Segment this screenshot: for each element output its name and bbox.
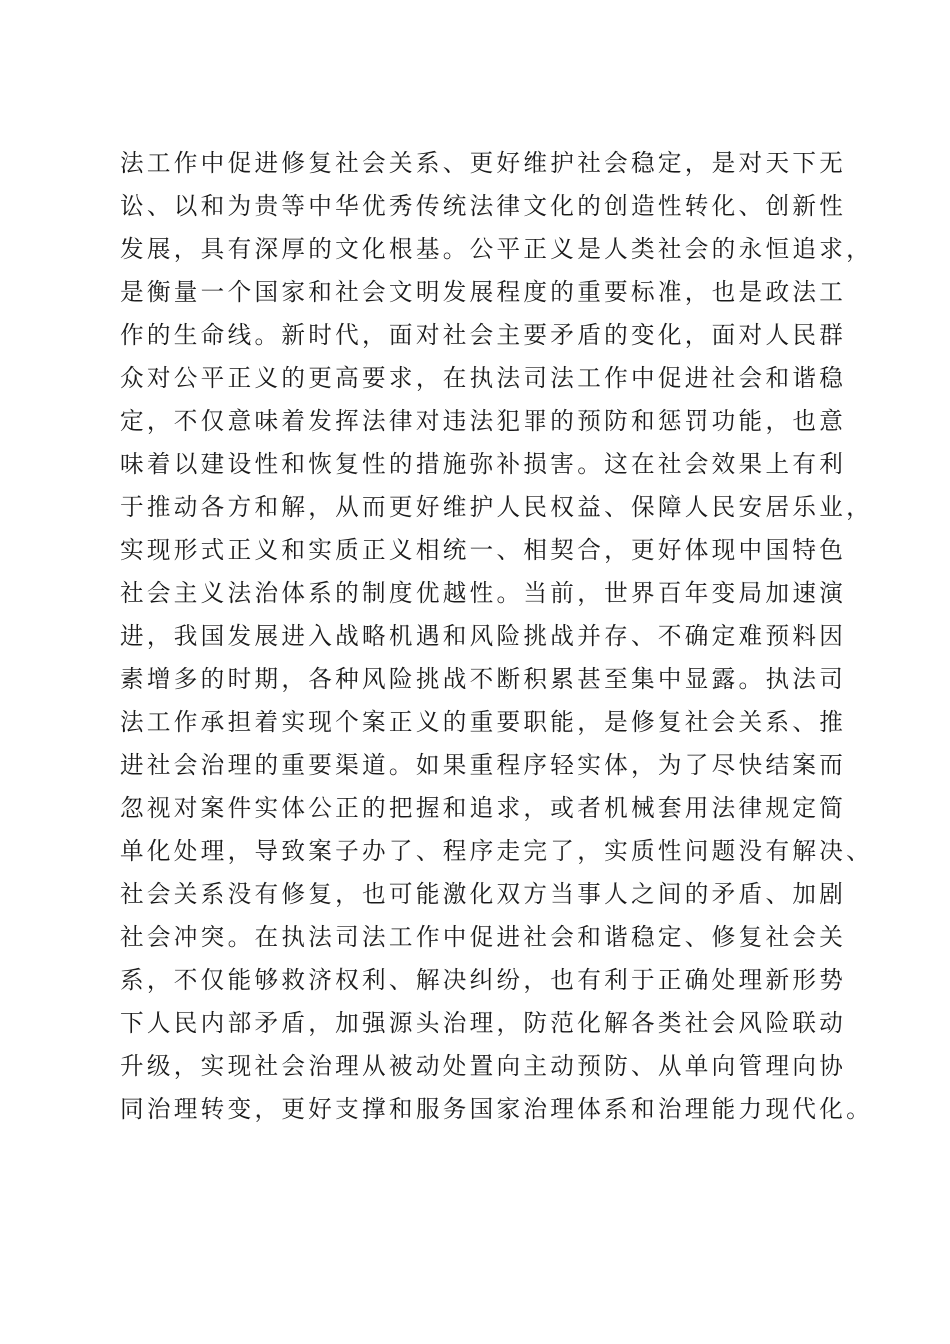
text-line: 作的生命线。新时代，面对社会主要矛盾的变化，面对人民群 bbox=[120, 321, 847, 349]
body-paragraph bbox=[120, 142, 874, 1131]
text-line: 社会关系没有修复，也可能激化双方当事人之间的矛盾、加剧 bbox=[120, 880, 847, 908]
text-line: 同治理转变，更好支撑和服务国家治理体系和治理能力现代化。 bbox=[120, 1095, 874, 1123]
text-line: 升级，实现社会治理从被动处置向主动预防、从单向管理向协 bbox=[120, 1052, 847, 1080]
text-line: 单化处理，导致案子办了、程序走完了，实质性问题没有解决、 bbox=[120, 837, 874, 865]
text-line: 于推动各方和解，从而更好维护人民权益、保障人民安居乐业， bbox=[120, 493, 874, 521]
text-line: 素增多的时期，各种风险挑战不断积累甚至集中显露。执法司 bbox=[120, 665, 847, 693]
text-line: 法工作中促进修复社会关系、更好维护社会稳定，是对天下无 bbox=[120, 149, 847, 177]
text-line: 社会冲突。在执法司法工作中促进社会和谐稳定、修复社会关 bbox=[120, 923, 847, 951]
text-line: 社会主义法治体系的制度优越性。当前，世界百年变局加速演 bbox=[120, 579, 847, 607]
text-line: 发展，具有深厚的文化根基。公平正义是人类社会的永恒追求， bbox=[120, 235, 874, 263]
text-line: 讼、以和为贵等中华优秀传统法律文化的创造性转化、创新性 bbox=[120, 192, 847, 220]
text-line: 定，不仅意味着发挥法律对违法犯罪的预防和惩罚功能，也意 bbox=[120, 407, 847, 435]
text-line: 众对公平正义的更高要求，在执法司法工作中促进社会和谐稳 bbox=[120, 364, 847, 392]
text-line: 味着以建设性和恢复性的措施弥补损害。这在社会效果上有利 bbox=[120, 450, 847, 478]
text-line: 系，不仅能够救济权利、解决纠纷，也有利于正确处理新形势 bbox=[120, 966, 847, 994]
text-line: 实现形式正义和实质正义相统一、相契合，更好体现中国特色 bbox=[120, 536, 847, 564]
text-line: 忽视对案件实体公正的把握和追求，或者机械套用法律规定简 bbox=[120, 794, 847, 822]
text-line: 是衡量一个国家和社会文明发展程度的重要标准，也是政法工 bbox=[120, 278, 847, 306]
text-line: 进，我国发展进入战略机遇和风险挑战并存、不确定难预料因 bbox=[120, 622, 847, 650]
text-line: 下人民内部矛盾，加强源头治理，防范化解各类社会风险联动 bbox=[120, 1009, 847, 1037]
text-line: 进社会治理的重要渠道。如果重程序轻实体，为了尽快结案而 bbox=[120, 751, 847, 779]
text-line: 法工作承担着实现个案正义的重要职能，是修复社会关系、推 bbox=[120, 708, 847, 736]
